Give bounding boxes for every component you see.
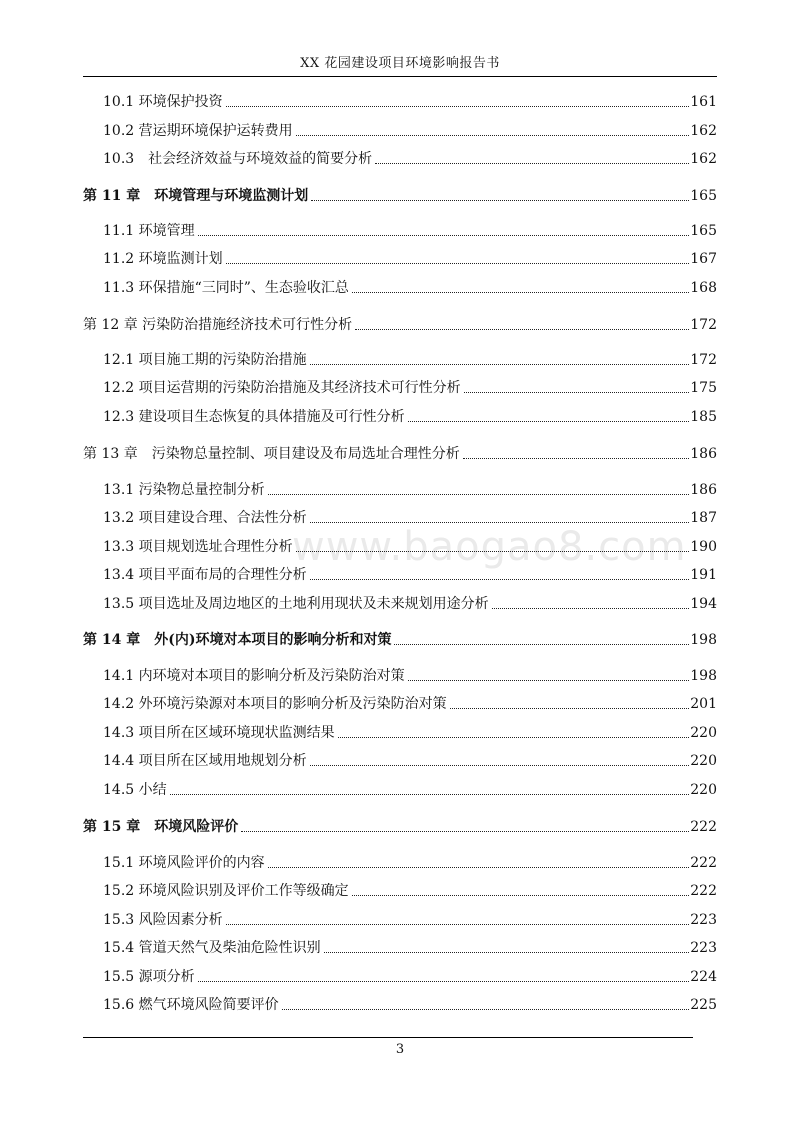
- toc-entry[interactable]: [103, 850, 717, 872]
- toc-entry-page: 223: [690, 912, 717, 928]
- toc-entry[interactable]: [103, 275, 717, 297]
- toc-entry[interactable]: [103, 347, 717, 369]
- toc-entry-label: 11.1 环境管理: [103, 223, 195, 239]
- toc-entry-page: 172: [690, 352, 717, 368]
- toc-entry-page: 187: [690, 510, 717, 526]
- toc-entry-label: 15.6 燃气环境风险简要评价: [103, 997, 279, 1013]
- toc-entry-page: 191: [690, 567, 717, 583]
- toc-entry-label: 15.2 环境风险识别及评价工作等级确定: [103, 883, 349, 899]
- toc-entry-label: 13.2 项目建设合理、合法性分析: [103, 510, 307, 526]
- toc-entry-page: 175: [690, 380, 717, 396]
- toc-chapter[interactable]: [83, 627, 717, 649]
- toc-entry-label: 12.2 项目运营期的污染防治措施及其经济技术可行性分析: [103, 380, 461, 396]
- toc-entry-label: 13.3 项目规划选址合理性分析: [103, 539, 293, 555]
- toc-entry[interactable]: [103, 218, 717, 240]
- toc-entry-label: 14.3 项目所在区域环境现状监测结果: [103, 725, 335, 741]
- toc-chapter-page: 172: [690, 317, 717, 333]
- toc-chapter[interactable]: [83, 814, 717, 836]
- toc-entry[interactable]: [103, 935, 717, 957]
- toc-leader: [352, 895, 690, 896]
- toc-entry-page: 201: [690, 696, 717, 712]
- toc-leader: [268, 494, 690, 495]
- toc-entry-page: 222: [690, 855, 717, 871]
- toc-chapter-page: 165: [690, 188, 717, 204]
- toc-entry-label: 10.2 营运期环境保护运转费用: [103, 123, 293, 139]
- toc-entry[interactable]: [103, 404, 717, 426]
- toc-entry-page: 168: [690, 280, 717, 296]
- footer-rule: [83, 1037, 693, 1038]
- toc-entry-page: 220: [690, 753, 717, 769]
- toc-entry-label: 15.3 风险因素分析: [103, 912, 223, 928]
- toc-entry[interactable]: [103, 146, 717, 168]
- header-title: XX 花园建设项目环境影响报告书: [300, 56, 500, 71]
- toc-leader: [170, 794, 690, 795]
- toc-entry-label: 15.5 源项分析: [103, 969, 195, 985]
- toc-entry[interactable]: [103, 663, 717, 685]
- toc-entry[interactable]: [103, 477, 717, 499]
- toc-entry-label: 11.2 环境监测计划: [103, 251, 223, 267]
- toc-entry-label: 12.1 项目施工期的污染防治措施: [103, 352, 307, 368]
- toc-chapter-label: 第 13 章 污染物总量控制、项目建设及布局选址合理性分析: [83, 446, 460, 462]
- toc-entry-label: 10.3 社会经济效益与环境效益的简要分析: [103, 151, 373, 167]
- toc-chapter-label: 第 11 章 环境管理与环境监测计划: [83, 188, 309, 204]
- toc-entry-label: 15.1 环境风险评价的内容: [103, 855, 265, 871]
- toc-entry[interactable]: [103, 878, 717, 900]
- toc-entry[interactable]: [103, 246, 717, 268]
- toc-leader: [198, 981, 690, 982]
- toc-entry[interactable]: [103, 118, 717, 140]
- toc-entry-page: 162: [690, 123, 717, 139]
- toc-leader: [226, 924, 690, 925]
- toc-entry-page: 167: [690, 251, 717, 267]
- toc-entry[interactable]: [103, 562, 717, 584]
- toc-chapter[interactable]: [83, 312, 717, 334]
- toc-chapter-label: 第 14 章 外(内)环境对本项目的影响分析和对策: [83, 632, 392, 648]
- toc-entry-page: 224: [690, 969, 717, 985]
- toc-leader: [296, 135, 690, 136]
- toc-entry-page: 165: [690, 223, 717, 239]
- footer-page-number: 3: [395, 1042, 405, 1057]
- toc-leader: [492, 608, 690, 609]
- toc-chapter[interactable]: [83, 441, 717, 463]
- toc-entry-page: 186: [690, 482, 717, 498]
- toc-leader: [355, 329, 689, 330]
- toc-entry-label: 13.4 项目平面布局的合理性分析: [103, 567, 307, 583]
- toc-entry-page: 162: [690, 151, 717, 167]
- toc-entry-page: 223: [690, 940, 717, 956]
- toc-entry-label: 15.4 管道天然气及柴油危险性识别: [103, 940, 321, 956]
- toc-entry-label: 13.1 污染物总量控制分析: [103, 482, 265, 498]
- toc-leader: [375, 163, 689, 164]
- toc-entry[interactable]: [103, 591, 717, 613]
- toc-chapter-label: 第 12 章 污染防治措施经济技术可行性分析: [83, 317, 353, 333]
- toc-leader: [241, 831, 689, 832]
- toc-chapter[interactable]: [83, 183, 717, 205]
- toc-entry[interactable]: [103, 89, 717, 111]
- toc-chapter-page: 222: [690, 819, 717, 835]
- toc-entry-label: 14.1 内环境对本项目的影响分析及污染防治对策: [103, 668, 405, 684]
- toc-entry-label: 14.4 项目所在区域用地规划分析: [103, 753, 307, 769]
- toc-entry-label: 12.3 建设项目生态恢复的具体措施及可行性分析: [103, 409, 405, 425]
- toc-entry-page: 161: [690, 94, 717, 110]
- toc-entry[interactable]: [103, 534, 717, 556]
- toc-entry-label: 13.5 项目选址及周边地区的土地利用现状及未来规划用途分析: [103, 596, 489, 612]
- toc-entry-page: 225: [690, 997, 717, 1013]
- toc-leader: [352, 292, 689, 293]
- toc-leader: [198, 235, 690, 236]
- toc-leader: [310, 579, 690, 580]
- toc-leader: [394, 644, 689, 645]
- toc-leader: [311, 200, 689, 201]
- toc-entry-page: 185: [690, 409, 717, 425]
- toc-leader: [282, 1009, 690, 1010]
- toc-entry[interactable]: [103, 992, 717, 1014]
- toc-leader: [338, 737, 690, 738]
- toc-entry[interactable]: [103, 720, 717, 742]
- toc-leader: [226, 263, 690, 264]
- toc-entry-label: 11.3 环保措施“三同时”、生态验收汇总: [103, 280, 349, 296]
- toc-chapter-label: 第 15 章 环境风险评价: [83, 819, 239, 835]
- toc-entry[interactable]: [103, 691, 717, 713]
- toc-entry-page: 220: [690, 725, 717, 741]
- toc-entry[interactable]: [103, 777, 717, 799]
- toc-entry[interactable]: [103, 375, 717, 397]
- toc-entry-label: 10.1 环境保护投资: [103, 94, 223, 110]
- toc-entry[interactable]: [103, 748, 717, 770]
- toc-chapter-page: 186: [690, 446, 717, 462]
- toc-entry[interactable]: [103, 505, 717, 527]
- toc-leader: [310, 364, 690, 365]
- toc-entry-label: 14.2 外环境污染源对本项目的影响分析及污染防治对策: [103, 696, 447, 712]
- toc-entry[interactable]: [103, 964, 717, 986]
- toc-entry-page: 220: [690, 782, 717, 798]
- toc-entry-page: 198: [690, 668, 717, 684]
- toc-leader: [324, 952, 690, 953]
- toc-entry-page: 194: [690, 596, 717, 612]
- toc-leader: [464, 392, 690, 393]
- toc-chapter-page: 198: [690, 632, 717, 648]
- toc-leader: [450, 708, 690, 709]
- toc-leader: [310, 522, 690, 523]
- toc-leader: [268, 867, 690, 868]
- toc-leader: [310, 765, 690, 766]
- toc-leader: [226, 106, 690, 107]
- watermark: www.baogao8.com: [292, 524, 687, 570]
- toc-leader: [408, 680, 690, 681]
- toc-leader: [463, 458, 690, 459]
- header-rule: [83, 76, 717, 77]
- toc-entry[interactable]: [103, 907, 717, 929]
- toc-entry-page: 190: [690, 539, 717, 555]
- toc-leader: [296, 551, 690, 552]
- toc-leader: [408, 421, 690, 422]
- toc-entry-label: 14.5 小结: [103, 782, 167, 798]
- toc-entry-page: 222: [690, 883, 717, 899]
